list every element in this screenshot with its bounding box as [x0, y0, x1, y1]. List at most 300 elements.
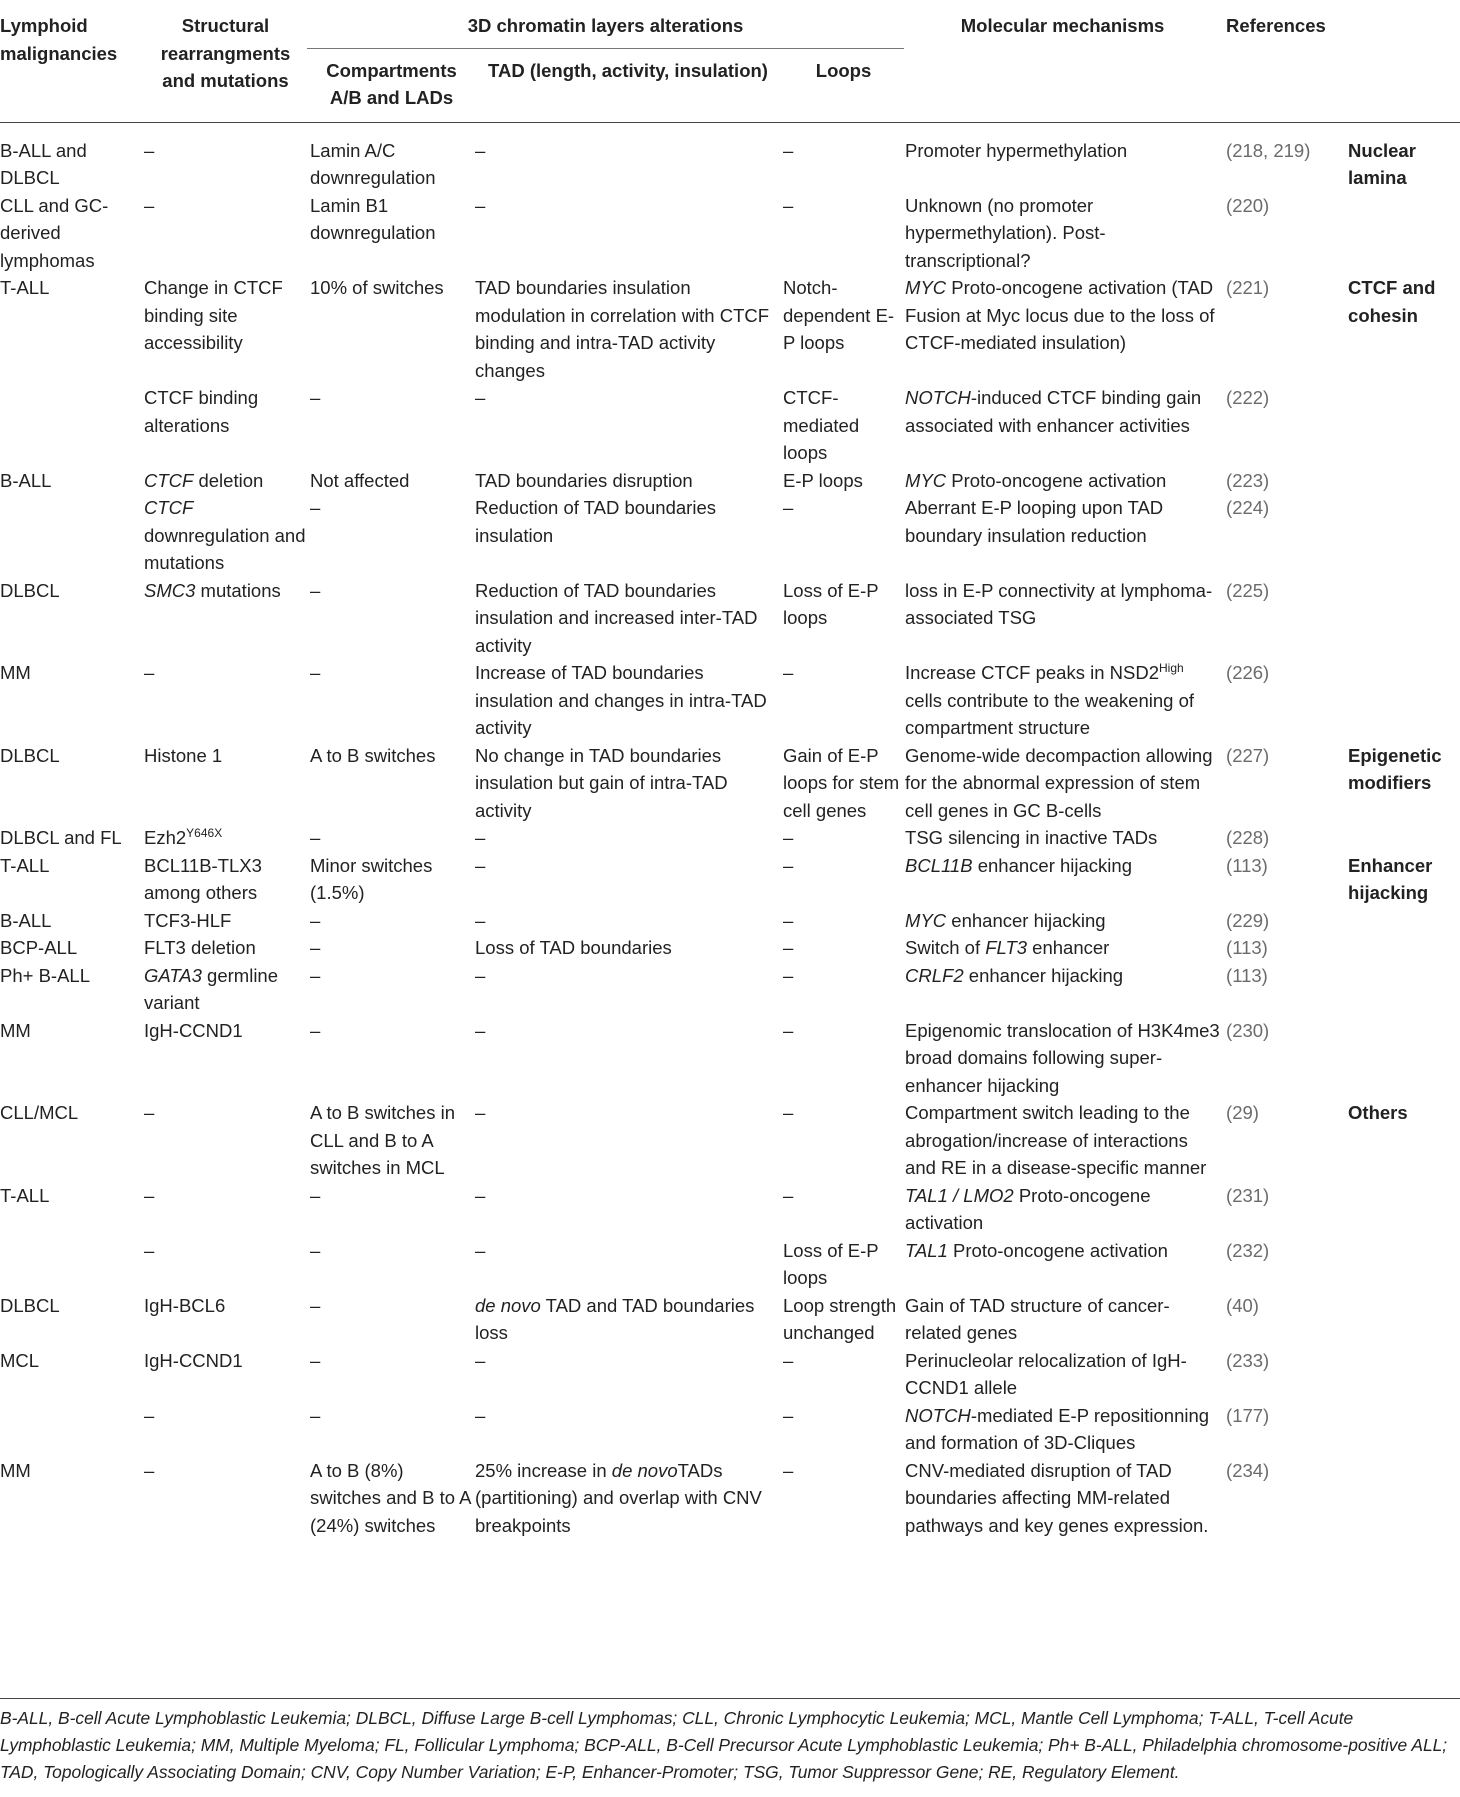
cell-rearrangement-c1: Change in CTCF binding site accessibility — [144, 277, 283, 353]
cell-tad — [473, 1292, 781, 1347]
cell-loops — [781, 1237, 904, 1292]
cell-mechanism — [904, 742, 1220, 825]
cell-compartments — [307, 1347, 473, 1402]
cell-malignancy-c0: MM — [0, 1019, 31, 1041]
cell-reference — [1220, 192, 1346, 275]
cell-tad — [473, 1402, 781, 1457]
cell-malignancy — [0, 122, 142, 192]
cell-mechanism — [904, 494, 1220, 577]
cell-malignancy — [0, 192, 142, 275]
cell-reference-c6a: (223) — [1226, 469, 1270, 491]
cell-compartments — [307, 907, 473, 935]
cell-tad-c3: – — [475, 1019, 486, 1041]
cell-malignancy — [0, 577, 142, 660]
cell-reference-c6a: (29) — [1226, 1102, 1259, 1123]
cell-reference-c6a: (229) — [1226, 909, 1270, 931]
cell-reference — [1220, 1099, 1346, 1182]
table-body — [0, 122, 1460, 1545]
cell-tad-c3: – — [475, 1184, 486, 1206]
cell-tad-c3p: 25% increase in — [475, 1459, 612, 1481]
cell-reference — [1220, 122, 1346, 192]
cell-loops-c4: – — [783, 1102, 794, 1123]
cell-group — [1346, 274, 1460, 384]
cell-rearrangement-c1: – — [144, 139, 155, 161]
cell-rearrangement — [142, 467, 307, 495]
cell-loops-c4: Loss of E-P loops — [783, 1239, 879, 1288]
cell-compartments — [307, 274, 473, 384]
cell-reference-c6a: (225) — [1226, 579, 1270, 601]
cell-compartments-c2: – — [310, 937, 321, 958]
header-molecular-mechanisms: Molecular mechanisms — [960, 15, 1165, 36]
cell-malignancy-c0: MCL — [0, 1349, 40, 1371]
cell-compartments-c2: – — [310, 1349, 321, 1371]
cell-loops — [781, 494, 904, 577]
table-row — [0, 742, 1460, 825]
cell-loops — [781, 1457, 904, 1540]
cell-reference-c6a: (113) — [1226, 854, 1268, 876]
cell-loops — [781, 934, 904, 962]
cell-reference — [1220, 274, 1346, 384]
data-table — [0, 12, 1460, 1545]
cell-malignancy — [0, 907, 142, 935]
cell-malignancy — [0, 384, 142, 467]
cell-rearrangement-c1: mutations — [195, 579, 281, 601]
cell-group — [1346, 494, 1460, 577]
cell-loops-c4: CTCF-mediated loops — [783, 387, 860, 463]
cell-reference-c6a: (224) — [1226, 497, 1270, 518]
cell-mechanism — [904, 122, 1220, 192]
cell-compartments-c2: Lamin A/C downregulation — [310, 139, 436, 188]
cell-rearrangement — [142, 1237, 307, 1292]
cell-tad — [473, 384, 781, 467]
cell-reference-c6a: (218, 219) — [1226, 139, 1311, 161]
cell-reference — [1220, 824, 1346, 852]
cell-reference — [1220, 1402, 1346, 1457]
cell-rearrangement — [142, 122, 307, 192]
cell-rearrangement — [142, 1182, 307, 1237]
cell-rearrangement-c1: – — [144, 1404, 155, 1426]
header-group-spacer — [1346, 12, 1460, 122]
cell-rearrangement — [142, 274, 307, 384]
cell-tad — [473, 1017, 781, 1100]
table-row — [0, 467, 1460, 495]
cell-group — [1346, 1457, 1460, 1540]
cell-loops-c4: – — [783, 1349, 794, 1371]
cell-compartments — [307, 1402, 473, 1457]
cell-mechanism-c5: Aberrant E-P looping upon TAD boundary insulation reduction — [905, 497, 1164, 546]
table-row — [0, 962, 1460, 1017]
cell-group — [1346, 467, 1460, 495]
table-row — [0, 577, 1460, 660]
cell-rearrangement-c1i: CTCF — [144, 469, 194, 491]
cell-tad — [473, 1457, 781, 1540]
cell-tad-c3: TAD boundaries disruption — [475, 469, 693, 491]
cell-mechanism-c5i: BCL11B — [905, 854, 973, 876]
cell-mechanism-c5i: MYC — [905, 909, 947, 931]
cell-mechanism — [904, 1017, 1220, 1100]
cell-group — [1346, 1402, 1460, 1457]
cell-reference — [1220, 1017, 1346, 1100]
cell-reference — [1220, 1182, 1346, 1237]
cell-reference — [1220, 384, 1346, 467]
cell-malignancy — [0, 1457, 142, 1540]
cell-rearrangement-c1: – — [144, 662, 155, 683]
cell-malignancy-c0: MM — [0, 1459, 31, 1481]
cell-mechanism — [904, 852, 1220, 907]
table-header — [0, 12, 1460, 122]
cell-tad — [473, 1099, 781, 1182]
cell-rearrangement — [142, 384, 307, 467]
cell-tad — [473, 274, 781, 384]
cell-compartments — [307, 467, 473, 495]
cell-tad — [473, 122, 781, 192]
cell-malignancy-c0: T-ALL — [0, 1184, 50, 1206]
cell-malignancy-c0: B-ALL — [0, 909, 52, 931]
table-footnote: B-ALL, B-cell Acute Lymphoblastic Leukemia; DLBCL, Diffuse Large B-cell Lymphomas; CLL, Chronic Lymphocytic Leukemia; MCL, Mantle Cell Lymphoma; T-ALL, T-cell Acute Lymphoblastic Leukemia; MM, Multiple Myeloma; FL, Follicular Lymphoma; BCP-ALL, B-Cell Precursor Acute Lymphoblastic Leukemia; Ph+ B-ALL, Philadelphia chromosome-positive ALL; TAD, Topologically Associating Domain; CNV, Copy Number Variation; E-P, Enhancer-Promoter; TSG, Tumor Suppressor Gene; RE, Regulatory Element. — [0, 1698, 1460, 1786]
cell-compartments — [307, 1099, 473, 1182]
cell-loops — [781, 384, 904, 467]
cell-tad — [473, 1347, 781, 1402]
cell-reference-c6a: (226) — [1226, 662, 1270, 683]
cell-mechanism-c5: enhancer hijacking — [963, 964, 1124, 986]
cell-reference — [1220, 934, 1346, 962]
cell-rearrangement-c1: downregulation and mutations — [144, 524, 306, 573]
cell-malignancy — [0, 1182, 142, 1237]
cell-tad — [473, 1182, 781, 1237]
table-row — [0, 1017, 1460, 1100]
cell-malignancy-c0: B-ALL and DLBCL — [0, 139, 87, 188]
header-tad: TAD (length, activity, insulation) — [488, 59, 768, 81]
cell-compartments-c2: – — [310, 909, 321, 931]
cell-tad-c3: – — [475, 1102, 486, 1123]
cell-compartments-c2: 10% of switches — [310, 277, 444, 298]
cell-compartments — [307, 1182, 473, 1237]
cell-compartments — [307, 494, 473, 577]
table-row — [0, 494, 1460, 577]
cell-tad-c3: – — [475, 194, 486, 216]
cell-malignancy-c0: DLBCL and FL — [0, 827, 122, 848]
cell-tad-c3: TAD and TAD boundaries loss — [475, 1294, 755, 1343]
cell-loops-c4: – — [783, 497, 794, 518]
cell-tad-c3: – — [475, 1404, 486, 1426]
cell-reference-c6a: (233) — [1226, 1349, 1270, 1371]
header-lymphoid-malignancies: Lymphoid malignancies — [0, 15, 118, 64]
cell-loops-c4: – — [783, 1404, 794, 1426]
table-bottom-rule — [0, 1539, 1460, 1545]
cell-group-g: Epigenetic modifiers — [1348, 744, 1442, 793]
cell-rearrangement-c1i: GATA3 — [144, 964, 202, 986]
cell-group — [1346, 962, 1460, 1017]
cell-compartments — [307, 192, 473, 275]
table-row — [0, 274, 1460, 384]
table-row — [0, 907, 1460, 935]
cell-loops — [781, 577, 904, 660]
cell-rearrangement-c1: BCL11B-TLX3 among others — [144, 854, 262, 903]
cell-mechanism-c5sup: High — [1158, 661, 1184, 675]
cell-malignancy — [0, 852, 142, 907]
cell-group-g: CTCF and cohesin — [1348, 277, 1436, 326]
cell-mechanism-c5i: CRLF2 — [905, 964, 964, 986]
cell-rearrangement-c1: – — [144, 1459, 155, 1481]
cell-reference-c6a: (221) — [1226, 277, 1270, 298]
cell-malignancy — [0, 962, 142, 1017]
cell-tad — [473, 824, 781, 852]
cell-malignancy — [0, 274, 142, 384]
cell-compartments-c2: A to B switches in CLL and B to A switches in MCL — [310, 1102, 455, 1178]
cell-loops — [781, 122, 904, 192]
cell-reference — [1220, 1457, 1346, 1540]
header-3d-chromatin-group: 3D chromatin layers alterations — [307, 12, 904, 48]
cell-mechanism-c5: Proto-oncogene activation (TAD Fusion at Myc locus due to the loss of CTCF-mediated insulation) — [905, 277, 1215, 353]
cell-tad — [473, 907, 781, 935]
cell-rearrangement — [142, 1457, 307, 1540]
cell-mechanism — [904, 907, 1220, 935]
table-row — [0, 824, 1460, 852]
cell-compartments — [307, 742, 473, 825]
cell-reference — [1220, 467, 1346, 495]
cell-mechanism-c5: enhancer — [1027, 937, 1110, 958]
cell-tad-c3: – — [475, 1239, 486, 1261]
cell-rearrangement-c1: IgH-CCND1 — [144, 1019, 243, 1041]
cell-loops-c4: Loop strength unchanged — [783, 1294, 897, 1343]
cell-mechanism-c5: Genome-wide decompaction allowing for the abnormal expression of stem cell genes in GC B-cells — [905, 744, 1213, 821]
cell-malignancy-c0: CLL/MCL — [0, 1102, 79, 1123]
cell-loops-c4: – — [783, 1184, 794, 1206]
cell-reference-c6a: (40) — [1226, 1294, 1259, 1316]
cell-reference-c6a: (227) — [1226, 744, 1270, 766]
cell-tad-c3: Loss of TAD boundaries — [475, 937, 672, 958]
cell-compartments-c2: A to B (8%) switches and B to A (24%) switches — [310, 1459, 471, 1536]
cell-group — [1346, 742, 1460, 825]
cell-malignancy-c0: B-ALL — [0, 469, 52, 491]
cell-reference-c6a: (220) — [1226, 194, 1270, 216]
cell-rearrangement-c1: FLT3 deletion — [144, 937, 256, 958]
cell-group — [1346, 577, 1460, 660]
cell-malignancy — [0, 742, 142, 825]
cell-loops — [781, 852, 904, 907]
cell-loops-c4: – — [783, 964, 794, 986]
cell-malignancy-c0: DLBCL — [0, 744, 60, 766]
cell-tad-c3: TAD boundaries insulation modulation in correlation with CTCF binding and intra-TAD activity changes — [475, 277, 770, 381]
cell-rearrangement-c1: TCF3-HLF — [144, 909, 232, 931]
cell-tad-c3: – — [475, 909, 486, 931]
cell-group — [1346, 122, 1460, 192]
cell-mechanism-c5i: FLT3 — [985, 937, 1028, 958]
cell-tad — [473, 659, 781, 742]
cell-mechanism-c5b: cells contribute to the weakening of compartment structure — [905, 689, 1195, 738]
cell-reference — [1220, 1292, 1346, 1347]
cell-loops — [781, 1017, 904, 1100]
cell-reference-c6a: (113) — [1226, 964, 1268, 986]
cell-rearrangement-c1: Ezh2 — [144, 827, 187, 848]
cell-compartments-c2: Minor switches (1.5%) — [310, 854, 433, 903]
cell-mechanism — [904, 467, 1220, 495]
cell-reference-c6a: (231) — [1226, 1184, 1270, 1206]
cell-tad — [473, 192, 781, 275]
cell-loops-c4: Gain of E-P loops for stem cell genes — [783, 744, 900, 821]
cell-malignancy — [0, 824, 142, 852]
cell-tad-c3i: de novo — [475, 1294, 541, 1316]
cell-malignancy-c0: T-ALL — [0, 854, 50, 876]
cell-rearrangement-c1i: CTCF — [144, 497, 194, 518]
cell-reference-c6a: (234) — [1226, 1459, 1270, 1481]
cell-mechanism-c5: Compartment switch leading to the abrogation/increase of interactions and RE in a disease-specific manner — [905, 1102, 1207, 1178]
cell-mechanism-c5i: MYC — [905, 469, 947, 491]
cell-compartments-c2: – — [310, 1404, 321, 1426]
cell-mechanism-c5: Proto-oncogene activation — [946, 469, 1167, 491]
cell-malignancy — [0, 659, 142, 742]
cell-reference-c6a: (232) — [1226, 1239, 1270, 1261]
cell-tad — [473, 577, 781, 660]
table-row — [0, 852, 1460, 907]
cell-rearrangement-c1: – — [144, 194, 155, 216]
cell-rearrangement — [142, 1017, 307, 1100]
cell-compartments — [307, 824, 473, 852]
cell-loops-c4: – — [783, 937, 794, 958]
cell-rearrangement — [142, 824, 307, 852]
cell-mechanism — [904, 1292, 1220, 1347]
cell-reference — [1220, 742, 1346, 825]
cell-group — [1346, 934, 1460, 962]
cell-compartments — [307, 1292, 473, 1347]
cell-mechanism — [904, 934, 1220, 962]
cell-group — [1346, 1347, 1460, 1402]
cell-mechanism-c5: Proto-oncogene activation — [947, 1239, 1168, 1261]
cell-reference-c6a: (230) — [1226, 1019, 1270, 1041]
cell-rearrangement — [142, 1347, 307, 1402]
cell-group — [1346, 1237, 1460, 1292]
cell-rearrangement-c1: – — [144, 1239, 155, 1261]
cell-mechanism — [904, 659, 1220, 742]
cell-rearrangement — [142, 1292, 307, 1347]
cell-compartments-c2: A to B switches — [310, 744, 436, 766]
cell-mechanism — [904, 1402, 1220, 1457]
cell-rearrangement — [142, 742, 307, 825]
cell-tad — [473, 467, 781, 495]
cell-malignancy — [0, 467, 142, 495]
cell-loops — [781, 192, 904, 275]
table-row — [0, 1402, 1460, 1457]
cell-reference-c6a: (222) — [1226, 387, 1270, 408]
header-structural-rearrangements: Structural rearrangments and mutations — [160, 15, 291, 91]
cell-compartments — [307, 1237, 473, 1292]
cell-rearrangement-c1: germline variant — [144, 964, 279, 1013]
cell-group-g: Others — [1348, 1102, 1408, 1123]
cell-group — [1346, 659, 1460, 742]
cell-compartments-c2: – — [310, 662, 321, 683]
cell-mechanism — [904, 192, 1220, 275]
cell-rearrangement-c1: deletion — [193, 469, 264, 491]
cell-mechanism — [904, 824, 1220, 852]
cell-tad-c3: Increase of TAD boundaries insulation and changes in intra-TAD activity — [475, 662, 767, 738]
cell-mechanism — [904, 1237, 1220, 1292]
cell-rearrangement-c1i: SMC3 — [144, 579, 196, 601]
cell-tad-c3: TADs (partitioning) and overlap with CNV breakpoints — [475, 1459, 762, 1536]
cell-mechanism-c5i: TAL1 — [905, 1239, 948, 1261]
cell-mechanism-c5: Proto-oncogene activation — [905, 1184, 1151, 1233]
cell-rearrangement-c1: – — [144, 1184, 155, 1206]
cell-malignancy-c0: BCP-ALL — [0, 937, 78, 958]
cell-loops — [781, 1182, 904, 1237]
cell-tad-c3: – — [475, 1349, 486, 1371]
cell-loops-c4: – — [783, 139, 794, 161]
cell-tad — [473, 1237, 781, 1292]
cell-loops — [781, 907, 904, 935]
cell-tad-c3: – — [475, 139, 486, 161]
cell-mechanism-c5: Epigenomic translocation of H3K4me3 broad domains following super-enhancer hijacking — [905, 1019, 1220, 1096]
cell-loops-c4: – — [783, 662, 794, 683]
cell-reference — [1220, 1237, 1346, 1292]
table-row — [0, 1457, 1460, 1540]
cell-tad-c3: – — [475, 827, 486, 848]
cell-compartments — [307, 1017, 473, 1100]
cell-tad-c3: No change in TAD boundaries insulation but gain of intra-TAD activity — [475, 744, 728, 821]
cell-compartments — [307, 577, 473, 660]
cell-mechanism-c5i: MYC — [905, 277, 947, 298]
cell-malignancy — [0, 934, 142, 962]
cell-mechanism — [904, 1099, 1220, 1182]
cell-mechanism — [904, 962, 1220, 1017]
cell-mechanism-c5: -mediated E-P repositionning and formation of 3D-Cliques — [905, 1404, 1210, 1453]
table-row — [0, 384, 1460, 467]
cell-group — [1346, 907, 1460, 935]
cell-group — [1346, 824, 1460, 852]
cell-compartments-c2: – — [310, 387, 321, 408]
cell-mechanism-c5p: Switch of — [905, 937, 986, 958]
cell-loops — [781, 1099, 904, 1182]
cell-loops — [781, 824, 904, 852]
table-row — [0, 659, 1460, 742]
table-row — [0, 122, 1460, 192]
cell-reference-c6a: (228) — [1226, 827, 1270, 848]
cell-tad — [473, 934, 781, 962]
cell-loops-c4: Notch-dependent E-P loops — [783, 277, 895, 353]
cell-rearrangement-c1: Histone 1 — [144, 744, 223, 766]
cell-compartments — [307, 852, 473, 907]
cell-loops — [781, 1292, 904, 1347]
cell-group — [1346, 852, 1460, 907]
cell-compartments-c2: – — [310, 1019, 321, 1041]
table-row — [0, 1292, 1460, 1347]
cell-compartments-c2: Lamin B1 downregulation — [310, 194, 436, 243]
cell-rearrangement — [142, 192, 307, 275]
cell-rearrangement-c1: IgH-BCL6 — [144, 1294, 226, 1316]
cell-rearrangement — [142, 852, 307, 907]
cell-mechanism-c5i: NOTCH — [905, 387, 971, 408]
cell-tad-c3: Reduction of TAD boundaries insulation — [475, 497, 716, 546]
cell-mechanism-c5i: NOTCH — [905, 1404, 971, 1426]
cell-compartments — [307, 1457, 473, 1540]
cell-malignancy-c0: DLBCL — [0, 1294, 60, 1316]
cell-compartments-c2: – — [310, 1184, 321, 1206]
cell-mechanism-c5: enhancer hijacking — [972, 854, 1132, 876]
cell-group — [1346, 1099, 1460, 1182]
cell-reference — [1220, 962, 1346, 1017]
cell-malignancy-c0: T-ALL — [0, 277, 50, 298]
cell-mechanism-c5: -induced CTCF binding gain associated with enhancer activities — [905, 387, 1202, 436]
cell-compartments — [307, 934, 473, 962]
table-row — [0, 1237, 1460, 1292]
cell-malignancy-c0: MM — [0, 662, 31, 683]
cell-reference — [1220, 907, 1346, 935]
cell-mechanism — [904, 1347, 1220, 1402]
cell-rearrangement — [142, 577, 307, 660]
cell-mechanism-c5: Perinucleolar relocalization of IgH-CCND1 allele — [905, 1349, 1187, 1398]
cell-reference — [1220, 1347, 1346, 1402]
cell-loops-c4: Loss of E-P loops — [783, 579, 879, 628]
cell-rearrangement-c1: – — [144, 1102, 155, 1123]
cell-mechanism-c5: CNV-mediated disruption of TAD boundaries affecting MM-related pathways and key genes expression. — [905, 1459, 1209, 1536]
